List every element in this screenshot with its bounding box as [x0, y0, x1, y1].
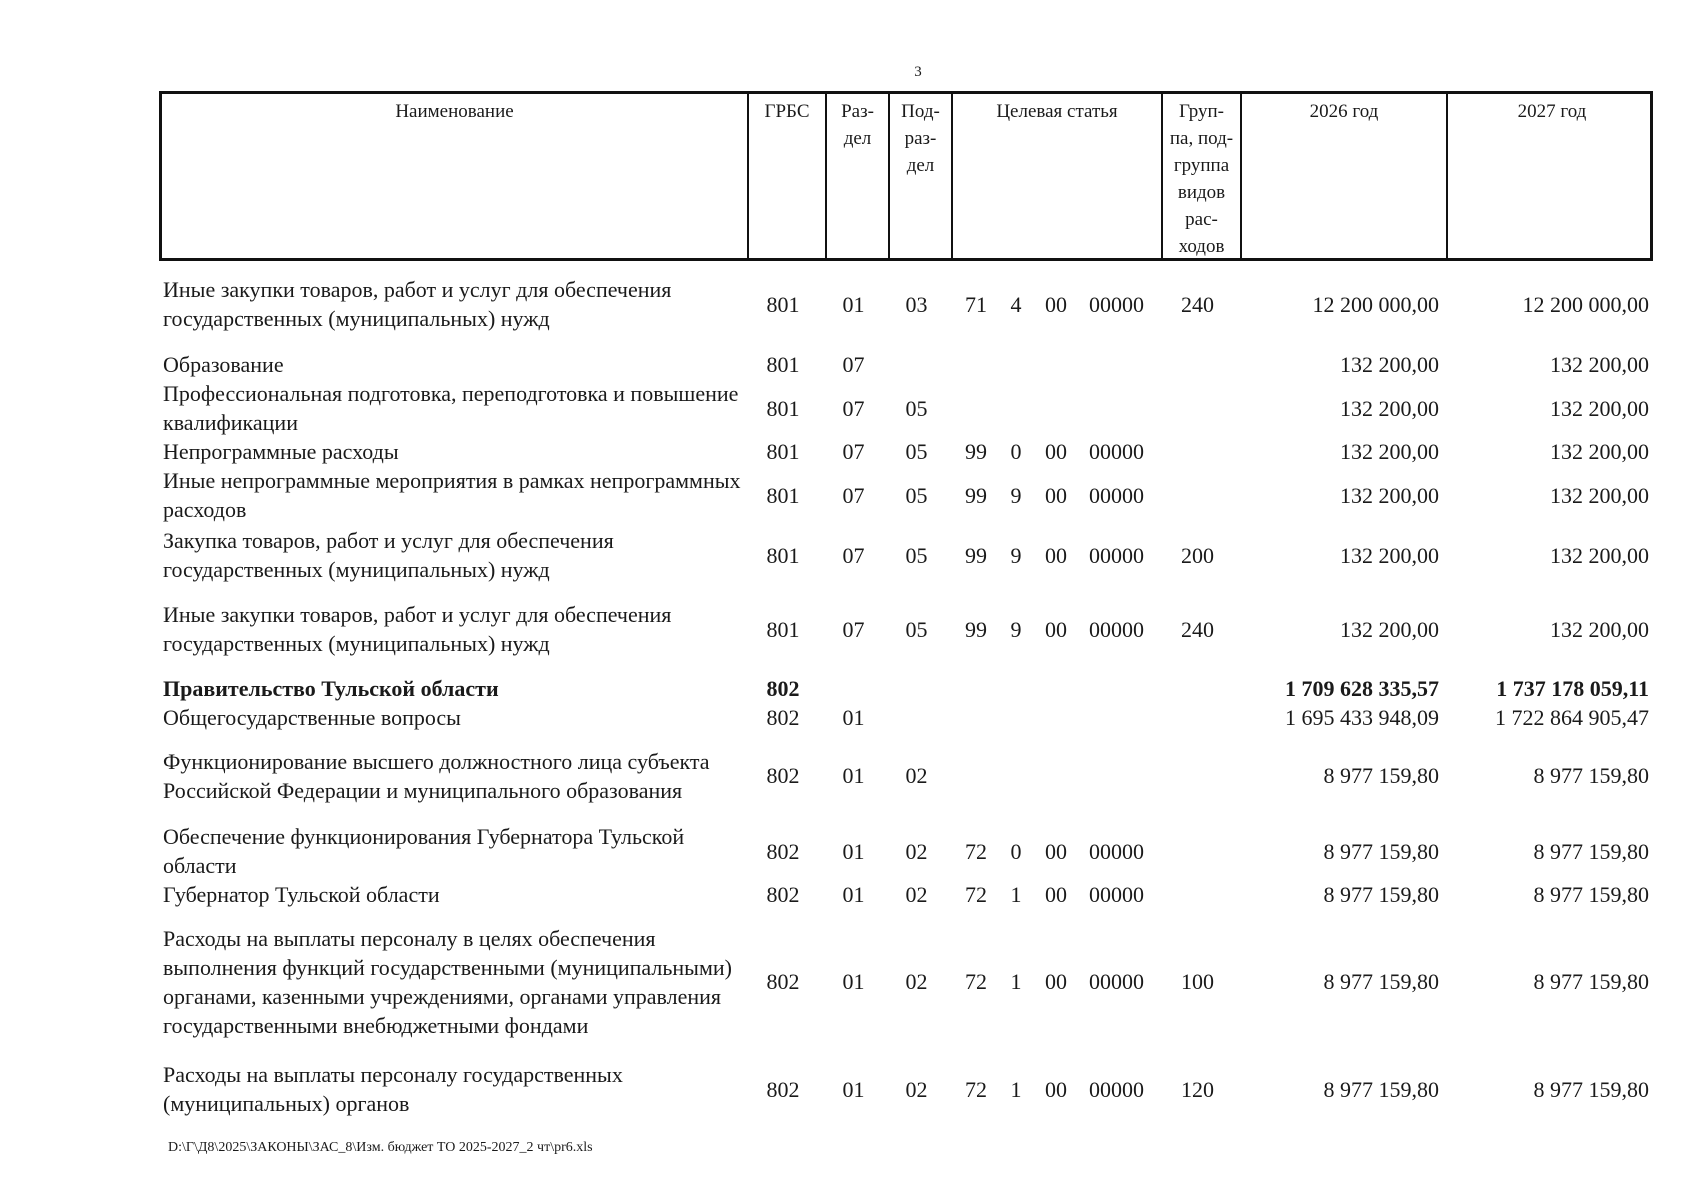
- cell-v2027: 132 200,00: [1550, 352, 1649, 377]
- cell-t2: 1: [1010, 969, 1022, 994]
- cell-v2027: 8 977 159,80: [1533, 763, 1649, 788]
- cell-rz: 01: [842, 291, 865, 317]
- cell-vr: [1158, 466, 1237, 524]
- cell-rz: 01: [842, 838, 865, 864]
- cell-v2027: 132 200,00: [1550, 395, 1649, 421]
- cell-t2: [999, 703, 1033, 732]
- table-row: [159, 466, 1653, 524]
- cell-t3: 00: [1045, 1076, 1067, 1102]
- table-row: [159, 1060, 1653, 1118]
- cell-t4: 00000: [1089, 882, 1144, 907]
- cell-t1: [954, 350, 998, 379]
- cell-grbs: 801: [766, 439, 800, 464]
- cell-rz: 07: [842, 542, 865, 568]
- cell-pr: 02: [905, 838, 928, 864]
- cell-t4: [1079, 732, 1154, 819]
- cell-t3: 00: [1045, 291, 1067, 317]
- cell-v2027: 132 200,00: [1550, 482, 1649, 508]
- cell-vr: [1158, 379, 1237, 437]
- cell-v2027: 8 977 159,80: [1533, 882, 1649, 907]
- cell-t4: 00000: [1089, 838, 1144, 864]
- cell-pr: [885, 703, 948, 732]
- cell-name: Иные закупки товаров, работ и услуг для обеспечения государственных (муниципальных) нужд: [163, 602, 672, 656]
- cell-pr: 05: [905, 395, 928, 421]
- table-row: [159, 437, 1653, 466]
- cell-name: Общегосударственные вопросы: [163, 705, 461, 730]
- cell-t4: 00000: [1089, 291, 1144, 317]
- cell-pr: 02: [905, 882, 928, 907]
- cell-t2: [999, 732, 1033, 819]
- cell-t1: 72: [965, 969, 987, 994]
- cell-name: Образование: [163, 352, 284, 377]
- cell-t4: 00000: [1089, 616, 1144, 642]
- cell-grbs: 801: [766, 482, 800, 508]
- cell-t4: 00000: [1089, 969, 1144, 994]
- cell-t1: [954, 379, 998, 437]
- cell-vr: [1158, 350, 1237, 379]
- header-razdel: Раз- дел: [825, 94, 888, 258]
- cell-v2026: 8 977 159,80: [1323, 1076, 1439, 1102]
- cell-v2027: 8 977 159,80: [1533, 838, 1649, 864]
- cell-t1: 99: [965, 616, 987, 642]
- cell-t3: 00: [1045, 882, 1067, 907]
- cell-v2026: 12 200 000,00: [1312, 291, 1439, 317]
- table-row: [159, 275, 1653, 333]
- cell-t4: [1079, 674, 1154, 703]
- cell-rz: 07: [842, 439, 865, 464]
- cell-pr: 02: [905, 969, 928, 994]
- table-row: [159, 822, 1653, 880]
- header-target: Целевая статья: [951, 94, 1161, 258]
- cell-name: Профессиональная подготовка, переподготовка и повышение квалификации: [163, 381, 739, 435]
- table-row: [159, 526, 1653, 584]
- cell-rz: 01: [842, 882, 865, 907]
- cell-pr: 02: [905, 1076, 928, 1102]
- table-row: [159, 880, 1653, 909]
- header-name: Наименование: [395, 101, 514, 122]
- cell-t4: [1079, 379, 1154, 437]
- cell-grbs: 801: [766, 395, 800, 421]
- cell-t2: 9: [1010, 616, 1022, 642]
- cell-t2: 0: [1010, 838, 1022, 864]
- cell-t1: [954, 674, 998, 703]
- cell-pr: [885, 674, 948, 703]
- cell-t3: 00: [1045, 969, 1067, 994]
- cell-grbs: 802: [766, 838, 800, 864]
- cell-name: Закупка товаров, работ и услуг для обеспечения государственных (муниципальных) нужд: [163, 528, 614, 582]
- cell-t2: [999, 674, 1033, 703]
- cell-vr: 200: [1181, 542, 1214, 568]
- cell-rz: 01: [842, 1076, 865, 1102]
- cell-t2: [999, 379, 1033, 437]
- cell-vr: [1158, 880, 1237, 909]
- cell-rz: 01: [842, 763, 865, 788]
- cell-t1: 72: [965, 838, 987, 864]
- cell-pr: 05: [905, 542, 928, 568]
- cell-vr: [1158, 674, 1237, 703]
- cell-name: Обеспечение функционирования Губернатора Тульской области: [163, 824, 685, 878]
- cell-t4: 00000: [1089, 482, 1144, 508]
- cell-vr: 100: [1181, 969, 1214, 994]
- cell-t4: 00000: [1089, 542, 1144, 568]
- cell-vr: 240: [1181, 291, 1214, 317]
- cell-t2: 1: [1010, 1076, 1022, 1102]
- cell-pr: 05: [905, 439, 928, 464]
- cell-t1: [954, 732, 998, 819]
- cell-rz: 07: [842, 352, 865, 377]
- cell-name: Иные закупки товаров, работ и услуг для обеспечения государственных (муниципальных) нужд: [163, 277, 672, 331]
- cell-t3: 00: [1045, 439, 1067, 464]
- cell-t3: 00: [1045, 482, 1067, 508]
- header-grbs: ГРБС: [747, 94, 825, 258]
- cell-v2026: 132 200,00: [1340, 395, 1439, 421]
- cell-name: Расходы на выплаты персоналу государственных (муниципальных) органов: [163, 1062, 623, 1116]
- cell-v2026: 132 200,00: [1340, 542, 1439, 568]
- cell-v2027: 132 200,00: [1550, 542, 1649, 568]
- cell-t1: 71: [965, 291, 987, 317]
- cell-v2026: 132 200,00: [1340, 439, 1439, 464]
- cell-v2027: 12 200 000,00: [1522, 291, 1649, 317]
- cell-grbs: 802: [766, 763, 800, 788]
- cell-grbs: 802: [766, 1076, 800, 1102]
- cell-vr: 120: [1181, 1076, 1214, 1102]
- table-row: [159, 600, 1653, 658]
- cell-t3: [1034, 674, 1078, 703]
- table-row: [159, 909, 1653, 1054]
- cell-t1: 99: [965, 482, 987, 508]
- cell-vr: [1158, 437, 1237, 466]
- cell-v2026: 8 977 159,80: [1323, 969, 1439, 994]
- cell-grbs: 801: [766, 352, 800, 377]
- cell-t3: 00: [1045, 838, 1067, 864]
- cell-v2026: 132 200,00: [1340, 482, 1439, 508]
- cell-t4: 00000: [1089, 1076, 1144, 1102]
- cell-grbs: 801: [766, 542, 800, 568]
- cell-v2027: 1 737 178 059,11: [1496, 676, 1649, 701]
- cell-t1: [954, 703, 998, 732]
- cell-t3: 00: [1045, 616, 1067, 642]
- cell-name: Иные непрограммные мероприятия в рамках непрограммных расходов: [163, 468, 741, 522]
- header-2027: 2027 год: [1446, 94, 1656, 258]
- page-number: 3: [914, 64, 922, 80]
- cell-v2026: 1 709 628 335,57: [1285, 676, 1439, 701]
- cell-t1: 72: [965, 1076, 987, 1102]
- cell-t4: 00000: [1089, 439, 1144, 464]
- cell-t4: [1079, 703, 1154, 732]
- file-path: D:\Г\Д8\2025\ЗАКОНЫ\ЗАС_8\Изм. бюджет ТО 2025-2027_2 чт\pr6.xls: [168, 1140, 593, 1155]
- cell-rz: 07: [842, 616, 865, 642]
- cell-vr: [1158, 822, 1237, 880]
- cell-rz: 07: [842, 395, 865, 421]
- cell-rz: [822, 674, 885, 703]
- cell-grbs: 801: [766, 616, 800, 642]
- cell-pr: 02: [905, 763, 928, 788]
- cell-grbs: 802: [766, 676, 800, 701]
- cell-v2027: 132 200,00: [1550, 616, 1649, 642]
- cell-pr: 03: [905, 291, 928, 317]
- cell-grbs: 802: [766, 882, 800, 907]
- cell-t3: [1034, 732, 1078, 819]
- cell-t2: 4: [1010, 291, 1022, 317]
- table-row: [159, 732, 1653, 819]
- cell-grbs: 802: [766, 969, 800, 994]
- cell-v2026: 132 200,00: [1340, 352, 1439, 377]
- table-header: [159, 91, 1653, 261]
- cell-v2027: 8 977 159,80: [1533, 1076, 1649, 1102]
- cell-t2: 0: [1010, 439, 1022, 464]
- cell-vr: [1158, 703, 1237, 732]
- cell-v2027: 8 977 159,80: [1533, 969, 1649, 994]
- cell-rz: 01: [842, 969, 865, 994]
- cell-pr: 05: [905, 482, 928, 508]
- header-podrazdel: Под- раз- дел: [888, 94, 951, 258]
- cell-v2026: 8 977 159,80: [1323, 882, 1439, 907]
- table-row: [159, 350, 1653, 379]
- cell-t2: 9: [1010, 482, 1022, 508]
- header-2026: 2026 год: [1240, 94, 1446, 258]
- cell-grbs: 801: [766, 291, 800, 317]
- cell-grbs: 802: [766, 705, 800, 730]
- cell-v2027: 1 722 864 905,47: [1495, 705, 1649, 730]
- cell-t3: [1034, 703, 1078, 732]
- cell-vr: 240: [1181, 616, 1214, 642]
- table-row: [159, 379, 1653, 437]
- cell-t3: [1034, 350, 1078, 379]
- header-group: Груп- па, под- группа видов рас- ходов: [1161, 94, 1240, 258]
- cell-name: Правительство Тульской области: [163, 676, 499, 701]
- cell-pr: 05: [905, 616, 928, 642]
- cell-v2026: 8 977 159,80: [1323, 763, 1439, 788]
- cell-t3: [1034, 379, 1078, 437]
- cell-v2026: 1 695 433 948,09: [1285, 705, 1439, 730]
- cell-t3: 00: [1045, 542, 1067, 568]
- cell-rz: 07: [842, 482, 865, 508]
- cell-t1: 72: [965, 882, 987, 907]
- cell-vr: [1158, 732, 1237, 819]
- table-row: [159, 703, 1653, 732]
- cell-name: Функционирование высшего должностного лица субъекта Российской Федерации и муниципального образования: [163, 748, 710, 803]
- cell-v2026: 8 977 159,80: [1323, 838, 1439, 864]
- cell-v2027: 132 200,00: [1550, 439, 1649, 464]
- cell-t1: 99: [965, 439, 987, 464]
- cell-rz: 01: [842, 705, 865, 730]
- cell-t2: 1: [1010, 882, 1022, 907]
- cell-name: Расходы на выплаты персоналу в целях обеспечения выполнения функций государственными (муниципальными) органами, казенными учреждениями, органами управления государственными внебюджетными фондами: [163, 925, 732, 1038]
- table-row: [159, 674, 1653, 703]
- cell-name: Губернатор Тульской области: [163, 882, 440, 907]
- cell-t1: 99: [965, 542, 987, 568]
- cell-name: Непрограммные расходы: [163, 439, 399, 464]
- cell-t4: [1079, 350, 1154, 379]
- cell-t2: [999, 350, 1033, 379]
- cell-t2: 9: [1010, 542, 1022, 568]
- cell-v2026: 132 200,00: [1340, 616, 1439, 642]
- cell-pr: [885, 350, 948, 379]
